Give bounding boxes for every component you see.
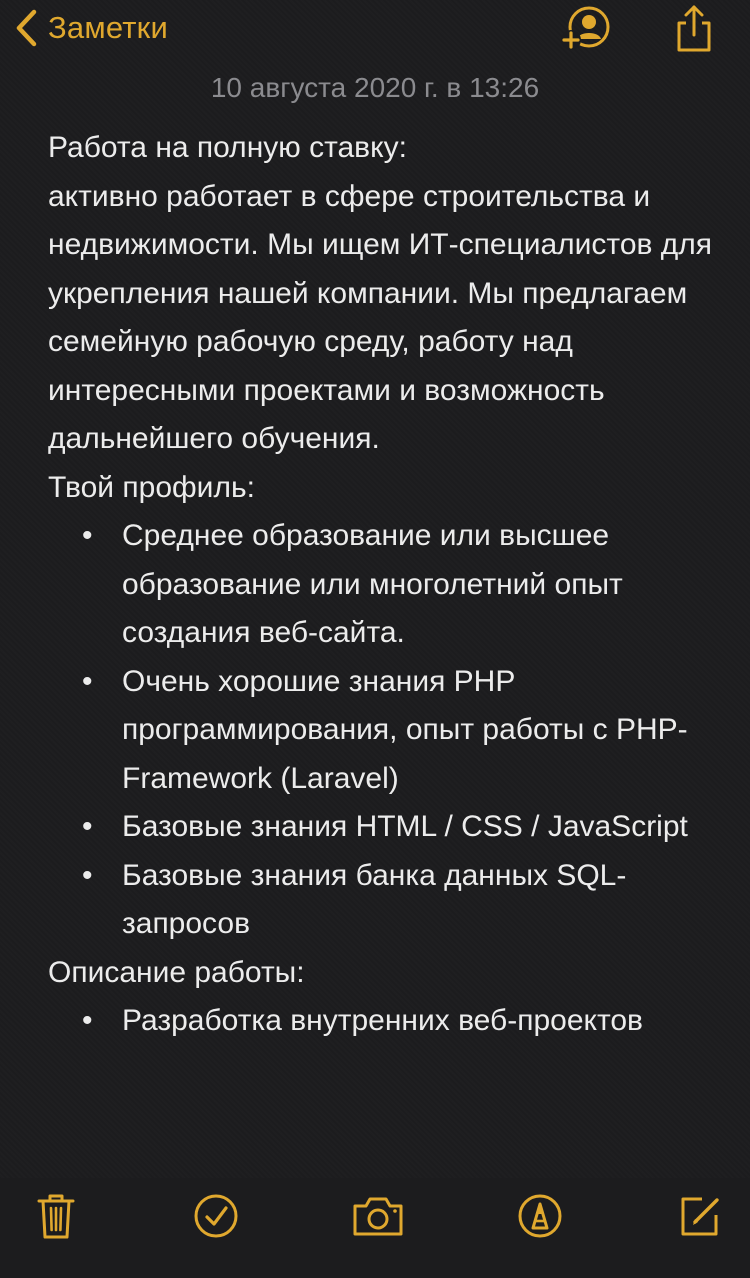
camera-icon [351, 1194, 405, 1238]
add-person-button[interactable] [558, 4, 614, 54]
bullet: • [82, 664, 93, 698]
checklist-button[interactable] [186, 1188, 246, 1244]
chevron-left-icon [14, 8, 40, 48]
add-person-icon [559, 5, 613, 53]
list-item-text: Разработка внутренних веб-проектов [122, 1004, 643, 1037]
intro-text: активно работает в сфере строительства и недвижимости. Мы ищем ИТ-специалистов для укрепления нашей компании. Мы предлагаем семейную рабочую среду, работу над интересными проектами и возможность дальнейшего обучения. [48, 179, 713, 455]
markup-button[interactable] [510, 1188, 570, 1244]
markup-icon [516, 1192, 564, 1240]
share-icon [672, 4, 716, 54]
back-button-label: Заметки [48, 10, 168, 45]
profile-heading: Твой профиль: [48, 470, 255, 504]
list-item [48, 803, 718, 852]
list-item [48, 512, 718, 658]
list-item-text: Базовые знания банка данных SQL-запросов [122, 858, 627, 940]
list-item [48, 852, 718, 949]
trash-icon [36, 1192, 76, 1240]
description-list [48, 997, 718, 1046]
note-date: 10 августа 2020 г. в 13:26 [210, 72, 540, 103]
intro-heading: Работа на полную ставку: [48, 131, 407, 164]
compose-icon [676, 1192, 724, 1240]
description-heading: Описание работы: [48, 955, 305, 989]
list-item [48, 997, 718, 1046]
bullet: • [82, 858, 93, 892]
list-item-text: Базовые знания HTML / CSS / JavaScript [122, 810, 688, 843]
compose-button[interactable] [670, 1188, 730, 1244]
navigation-bar [0, 0, 750, 64]
bottom-toolbar [0, 1178, 750, 1278]
camera-button[interactable] [348, 1188, 408, 1244]
checklist-icon [192, 1192, 240, 1240]
bullet: • [82, 519, 93, 552]
back-button[interactable] [14, 6, 168, 50]
list-item [48, 658, 718, 804]
list-item-text: Среднее образование или высшее образование или многолетний опыт создания веб-сайта. [122, 519, 623, 649]
bullet: • [82, 1004, 93, 1037]
share-button[interactable] [666, 4, 722, 54]
list-item-text: Очень хорошие знания PHP программирования, опыт работы с PHP-Framework (Laravel) [122, 664, 688, 795]
delete-button[interactable] [26, 1188, 86, 1244]
bullet: • [82, 810, 93, 843]
note-body[interactable] [48, 124, 718, 1184]
profile-list [48, 512, 718, 949]
